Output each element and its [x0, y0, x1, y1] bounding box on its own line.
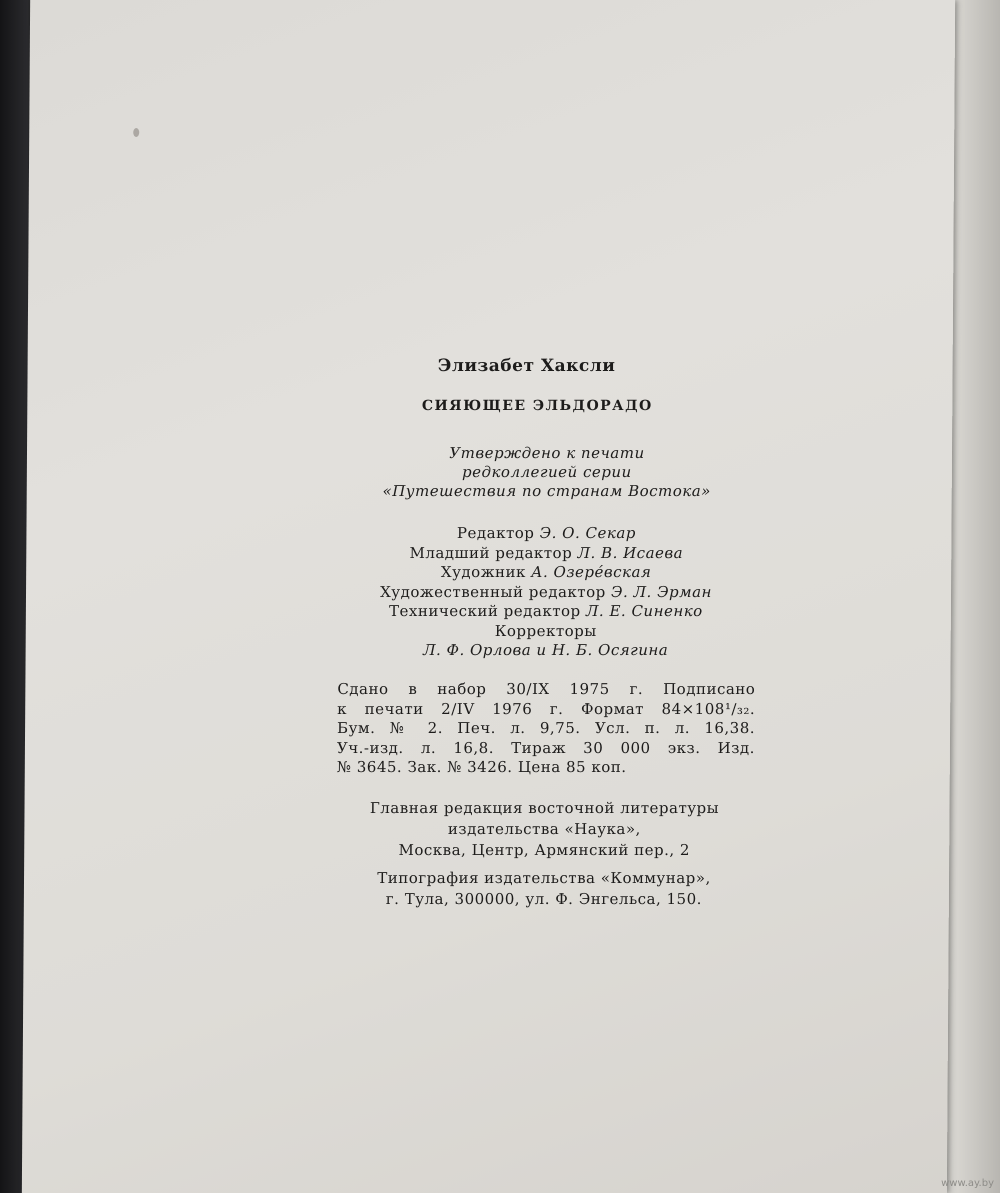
imprint-block [337, 680, 756, 778]
credits-list [326, 524, 767, 661]
publisher-line: Главная редакция восточной литературы [369, 799, 720, 817]
printer-line: Типография издательства «Коммунар», [377, 869, 711, 887]
credit-line [326, 622, 766, 642]
watermark: www.ay.by [941, 1178, 994, 1189]
credit-role: Редактор [456, 524, 535, 542]
paper-speck [133, 128, 139, 137]
credit-person: Л. В. Исаева [577, 543, 684, 562]
credit-line [326, 544, 766, 564]
publisher-line: Москва, Центр, Армянский пер., 2 [398, 841, 691, 859]
approval-line: «Путешествия по странам Востока» [382, 482, 711, 500]
publisher-line: издательства «Наука», [447, 820, 641, 838]
credit-person: Э. Л. Эрман [610, 582, 713, 601]
credit-role: Художественный редактор [380, 582, 606, 601]
book-page [22, 0, 955, 1193]
approval-line: редколлегией серии [461, 463, 632, 481]
imprint-line: Бум. № 2. Печ. л. 9,75. Усл. п. л. 16,38. [337, 719, 756, 737]
credit-line [326, 602, 766, 622]
credit-role: Корректоры [494, 621, 597, 640]
credit-role: Младший редактор [409, 543, 573, 562]
credit-person: Л. Е. Синенко [585, 602, 703, 620]
credit-line [326, 641, 766, 661]
imprint-line: к печати 2/IV 1976 г. Формат 84×108¹/₃₂. [337, 699, 756, 718]
credit-person: Э. О. Секар [539, 524, 636, 542]
credit-line [326, 524, 766, 544]
publisher-info [324, 798, 764, 861]
imprint-line: Уч.-изд. л. 16,8. Тираж 30 000 экз. Изд. [336, 738, 756, 757]
approval-note [347, 444, 747, 501]
printer-info [324, 868, 764, 910]
imprint-line: № 3645. Зак. № 3426. Цена 85 коп. [336, 758, 627, 776]
book-title: СИЯЮЩЕЕ ЭЛЬДОРАДО [421, 398, 653, 414]
imprint-line: Сдано в набор 30/IX 1975 г. Подписано [337, 680, 756, 698]
credit-role: Технический редактор [388, 602, 581, 620]
credit-role: Художник [440, 563, 526, 581]
printer-line: г. Тула, 300000, ул. Ф. Энгельса, 150. [385, 890, 702, 908]
approval-line: Утверждено к печати [449, 444, 645, 462]
credit-line [326, 563, 766, 583]
credit-line [326, 583, 766, 603]
credit-person: Л. Ф. Орлова и Н. Б. Осягина [422, 641, 669, 659]
author-name: Элизабет Хаксли [437, 356, 616, 376]
credit-person: А. Озерéвская [531, 563, 652, 581]
